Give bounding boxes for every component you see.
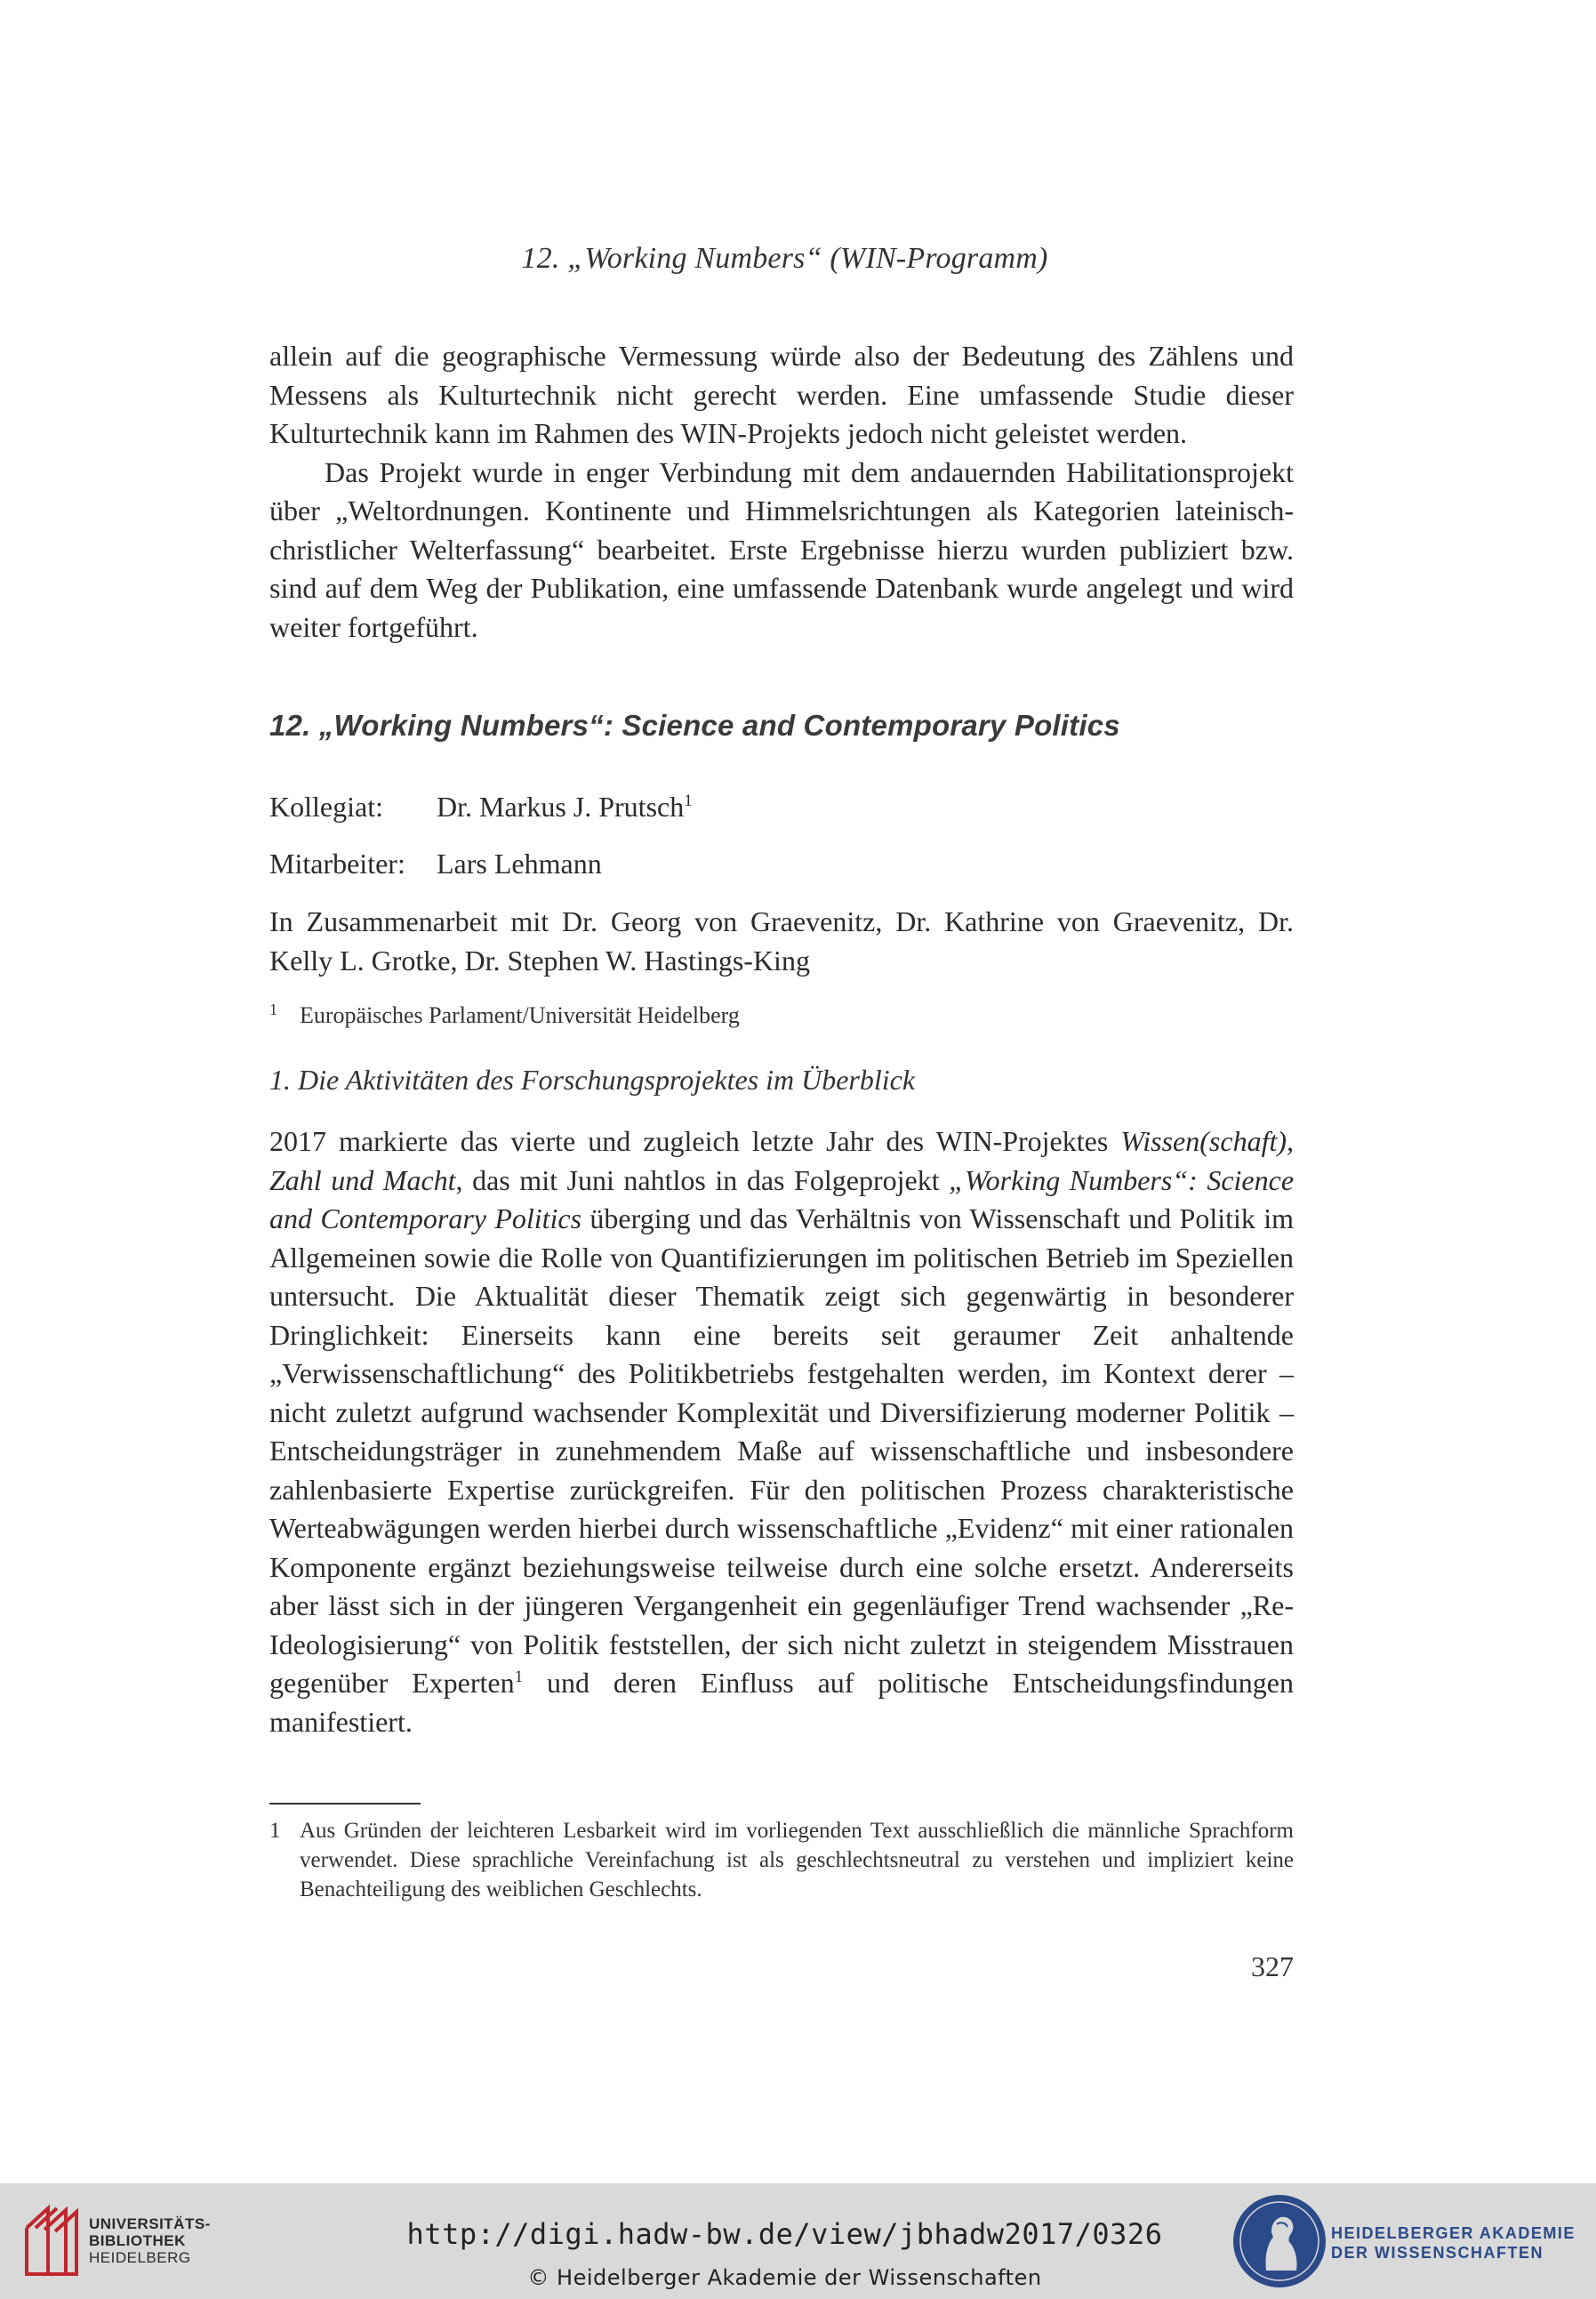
ub-line: UNIVERSITÄTS-: [89, 2215, 211, 2232]
footnote-divider: [269, 1803, 421, 1805]
body-text-run: und deren Einfluss auf politische Entscheidungsfindungen manifestiert.: [269, 1667, 1295, 1738]
affiliation-note: [269, 993, 1294, 1032]
academy-line: HEIDELBERGER AKADEMIE: [1331, 2224, 1576, 2242]
subsection-heading: 1. Die Aktivitäten des Forschungsprojektes im Überblick: [269, 1064, 916, 1096]
footnote-text: Aus Gründen der leichteren Lesbarkeit wird im vorliegenden Text ausschließlich die männliche Sprachform verwendet. Diese sprachliche Vereinfachung ist als geschlechtsneutral zu verstehen und impliziert keine Benachteiligung des weiblichen Geschlechts.: [300, 1819, 1294, 1901]
kollegiat-label: Kollegiat:: [269, 791, 383, 823]
document-url-link[interactable]: http://digi.hadw-bw.de/view/jbhadw2017/0326: [406, 2217, 1163, 2251]
section-heading: 12. „Working Numbers“: Science and Contemporary Politics: [269, 709, 1120, 742]
mitarbeiter-value: Lars Lehmann: [437, 848, 602, 880]
mitarbeiter-label: Mitarbeiter:: [269, 848, 405, 880]
body-text-run: 2017 markierte das vierte und zugleich letzte Jahr des WIN-Projektes: [269, 1125, 1121, 1157]
academy-line: DER WISSENSCHAFTEN: [1331, 2244, 1544, 2262]
affiliation-marker: 1: [269, 1001, 277, 1018]
intro-paragraph: Das Projekt wurde in enger Verbindung mit dem andauernden Habilitationsprojekt über „Weltordnungen. Kontinente und Himmelsrichtungen als Kategorien lateinisch-christlicher Welterfassung“ bearbeitet. Erste Ergebnisse hierzu wurden publiziert bzw. sind auf dem Weg der Publikation, eine umfassende Datenbank wurde angelegt und wird weiter fortgeführt.: [269, 455, 1294, 643]
running-head: 12. „Working Numbers“ (WIN-Programm): [521, 242, 1048, 275]
intro-text: [269, 337, 1294, 647]
affiliation-text: Europäisches Parlament/Universität Heidelberg: [300, 1002, 740, 1028]
kollegiat-row: [269, 788, 1294, 827]
footnote: [269, 1816, 1294, 1904]
academy-seal-icon[interactable]: [1231, 2192, 1328, 2290]
body-paragraph: [269, 1122, 1294, 1741]
footnote-marker: 1: [684, 792, 693, 810]
body-text: [269, 1122, 1294, 1741]
copyright-notice: © Heidelberger Akademie der Wissenschaften: [527, 2265, 1042, 2290]
mitarbeiter-row: [269, 845, 1294, 884]
project-title: „Working Numbers“: Science and Contemporary Politics: [269, 1163, 1295, 1234]
body-text-run: überging und das Verhältnis von Wissenschaft und Politik im Allgemeinen sowie die Rolle von Quantifizierungen im politischen Betrieb im Speziellen untersucht. Die Aktualität dieser Thematik zeigt sich gegenwärtig in besonderer Dringlichkeit: Einerseits kann eine bereits seit geraumer Zeit anhaltende „Verwissenschaftlichung“ des Politikbetriebs festgehalten werden, im Kontext derer – nicht zuletzt aufgrund wachsender Komplexität und Diversifizierung moderner Politik – Entscheidungsträger in zunehmendem Maße auf wissenschaftliche und insbesondere zahlenbasierte Expertise zurückgreifen. Für den politischen Prozess charakteristische Werteabwägungen werden hierbei durch wissenschaftliche „Evidenz“ mit einer rationalen Komponente ergänzt beziehungsweise teilweise durch eine solche ersetzt. Andererseits aber lässt sich in der jüngeren Vergangenheit ein gegenläufiger Trend wachsender „Re-Ideologisierung“ von Politik feststellen, der sich nicht zuletzt in steigendem Misstrauen gegenüber Experten: [269, 1202, 1295, 1699]
collaboration-text: In Zusammenarbeit mit Dr. Georg von Graevenitz, Dr. Kathrine von Graevenitz, Dr. Kelly L. Grotke, Dr. Stephen W. Hastings-King: [269, 905, 1294, 977]
project-title: Wissen(schaft), Zahl und Macht: [269, 1125, 1294, 1196]
ub-line: BIBLIOTHEK: [89, 2232, 186, 2249]
academy-name: [1331, 2223, 1576, 2263]
kollegiat-value: Dr. Markus J. Prutsch: [437, 791, 685, 823]
footnote-marker: 1: [514, 1668, 524, 1686]
body-text-run: , das mit Juni nahtlos in das Folgeprojekt: [455, 1163, 950, 1196]
footnote-number: 1: [269, 1819, 281, 1843]
ub-line: HEIDELBERG: [89, 2249, 191, 2266]
intro-paragraph: allein auf die geographische Vermessung würde also der Bedeutung des Zählens und Messens als Kulturtechnik nicht gerecht werden. Eine umfassende Studie dieser Kulturtechnik kann im Rahmen des WIN-Projekts jedoch nicht geleistet werden.: [269, 340, 1294, 449]
footer-bar: [0, 2183, 1596, 2299]
page-number: 327: [1251, 1950, 1294, 1982]
